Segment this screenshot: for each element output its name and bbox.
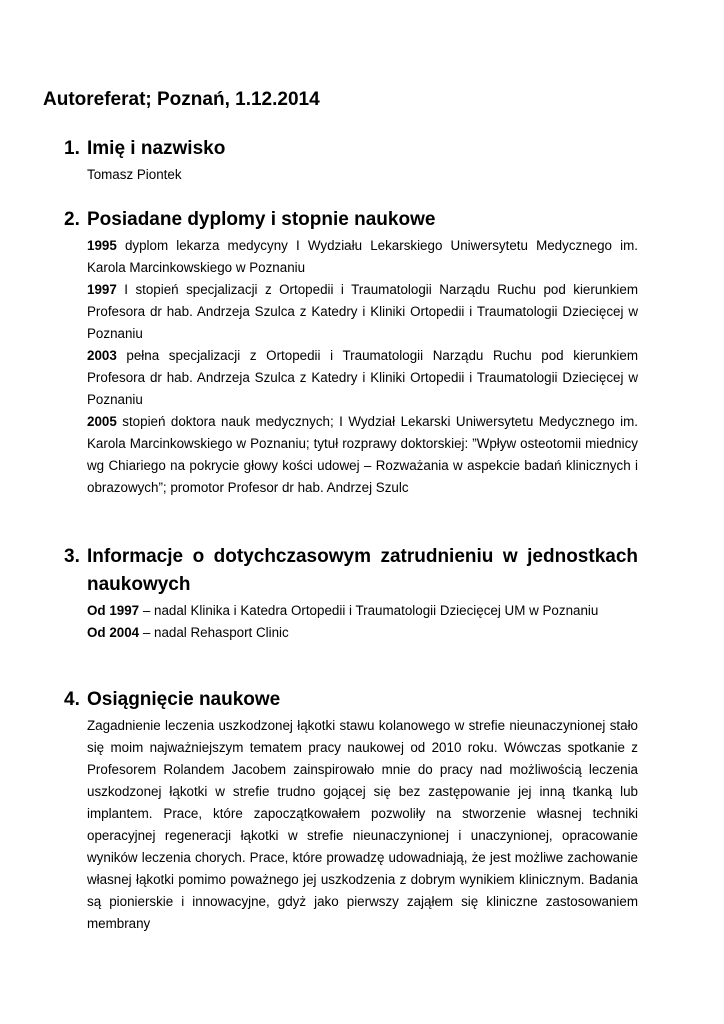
employment-entry — [87, 600, 638, 622]
entry-year: Od 2004 — [87, 625, 140, 640]
section-number: 3. — [64, 546, 80, 567]
section-heading — [64, 543, 638, 599]
section-body — [64, 715, 638, 935]
section-body — [64, 235, 638, 499]
section-number: 4. — [64, 689, 80, 710]
diploma-entry — [87, 345, 638, 411]
diploma-entry — [87, 411, 638, 499]
person-name: Tomasz Piontek — [87, 167, 182, 182]
section-heading — [64, 135, 638, 163]
section-heading — [64, 686, 638, 714]
employment-entry — [87, 622, 638, 644]
entry-text: stopień doktora nauk medycznych; I Wydział Lekarski Uniwersytetu Medycznego im. Karola Marcinkowskiego w Poznaniu; tytuł rozprawy doktorskiej: ”Wpływ osteotomii miednicy wg Chiariego na pokrycie głowy kości udowej – Rozważania w aspekcie badań klinicznych i obrazowych”; promotor Profesor dr hab. Andrzej Szulc — [87, 414, 638, 495]
section-number: 1. — [64, 138, 80, 159]
entry-year: 2005 — [87, 414, 117, 429]
section-heading-text: Imię i nazwisko — [87, 138, 226, 159]
section-body — [64, 164, 638, 186]
entry-year: 2003 — [87, 348, 117, 363]
diploma-entry — [87, 279, 638, 345]
section-number: 2. — [64, 209, 80, 230]
entry-year: Od 1997 — [87, 603, 140, 618]
entry-text: dyplom lekarza medycyny I Wydziału Lekarskiego Uniwersytetu Medycznego im. Karola Marcinkowskiego w Poznaniu — [87, 238, 638, 275]
entry-year: 1995 — [87, 238, 117, 253]
entry-text: I stopień specjalizacji z Ortopedii i Traumatologii Narządu Ruchu pod kierunkiem Profesora dr hab. Andrzeja Szulca z Katedry i Kliniki Ortopedii i Traumatologii Dziecięcej w Poznaniu — [87, 282, 638, 341]
achievement-paragraph: Zagadnienie leczenia uszkodzonej łąkotki stawu kolanowego w strefie nieunaczynionej stało się moim najważniejszym tematem pracy naukowej od 2010 roku. Wówczas spotkanie z Profesorem Rolandem Jacobem zainspirowało mnie do pracy nad możliwością leczenia uszkodzonej łąkotki w strefie trudno gojącej się bez zastępowanie jej inną tkanką lub implantem. Prace, które zapoczątkowałem pozwoliły na stworzenie własnej techniki operacyjnej regeneracji łąkotki w strefie nieunaczynionej i unaczynionej, opracowanie wyników leczenia chorych. Prace, które prowadzę udowadniają, że jest możliwe zachowanie własnej łąkotki pomimo poważnego jej uszkodzenia z dobrym wynikiem klinicznym. Badania są pionierskie i innowacyjne, gdyż jako pierwszy zająłem się kliniczne zastosowaniem membrany — [87, 718, 638, 931]
document-title: Autoreferat; Poznań, 1.12.2014 — [43, 89, 320, 110]
section-heading-text: Posiadane dyplomy i stopnie naukowe — [87, 209, 436, 230]
entry-text: – nadal Klinika i Katedra Ortopedii i Traumatologii Dziecięcej UM w Poznaniu — [139, 603, 599, 618]
section-name — [64, 135, 638, 186]
section-employment — [64, 543, 638, 644]
diploma-entry — [87, 235, 638, 279]
entry-text: pełna specjalizacji z Ortopedii i Traumatologii Narządu Ruchu pod kierunkiem Profesora dr hab. Andrzeja Szulca z Katedry i Kliniki Ortopedii i Traumatologii Dziecięcej w Poznaniu — [87, 348, 638, 407]
entry-text: – nadal Rehasport Clinic — [139, 625, 289, 640]
section-diplomas — [64, 206, 638, 499]
section-achievement — [64, 686, 638, 935]
section-heading — [64, 206, 638, 234]
section-heading-text: Osiągnięcie naukowe — [87, 689, 281, 710]
entry-year: 1997 — [87, 282, 117, 297]
section-body — [64, 600, 638, 644]
section-heading-text: Informacje o dotychczasowym zatrudnieniu w jednostkach naukowych — [87, 546, 638, 595]
